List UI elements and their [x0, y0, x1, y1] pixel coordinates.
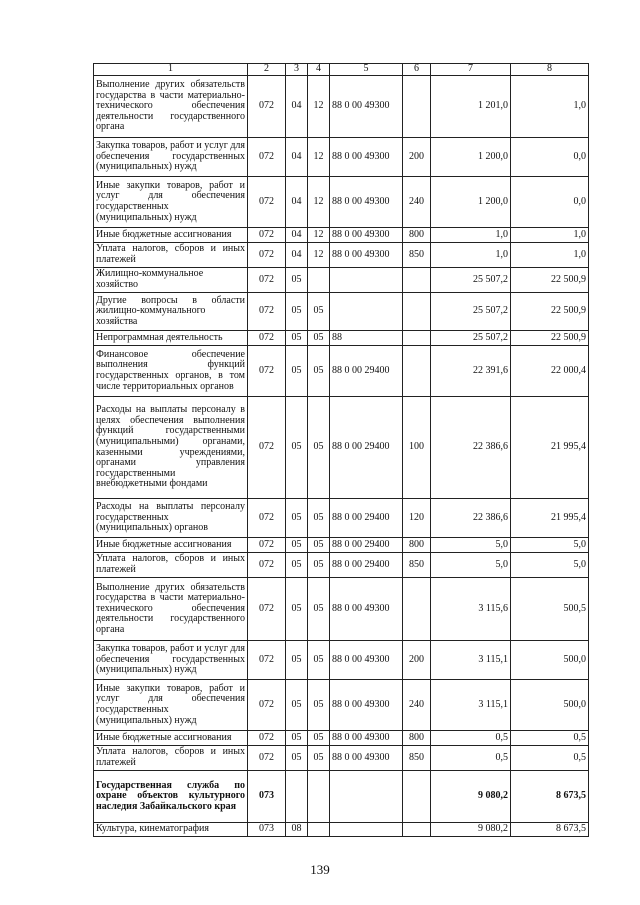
expense-type-code	[403, 578, 431, 641]
amount-plan: 0,5	[431, 746, 511, 771]
subsection-code: 05	[308, 397, 330, 499]
ministry-code: 072	[248, 243, 286, 268]
target-article-code: 88 0 00 29400	[330, 397, 403, 499]
amount-actual: 0,0	[511, 138, 589, 177]
expense-type-code: 850	[403, 746, 431, 771]
column-header: 1	[94, 64, 248, 76]
subsection-code: 05	[308, 499, 330, 538]
column-header: 2	[248, 64, 286, 76]
subsection-code: 05	[308, 731, 330, 746]
section-code: 05	[286, 731, 308, 746]
ministry-code: 072	[248, 731, 286, 746]
subsection-code: 12	[308, 76, 330, 138]
target-article-code: 88 0 00 49300	[330, 746, 403, 771]
section-code: 05	[286, 641, 308, 680]
row-name: Закупка товаров, работ и услуг для обеспечения государственных (муниципальных) нужд	[94, 138, 248, 177]
amount-plan: 1,0	[431, 243, 511, 268]
ministry-code: 072	[248, 397, 286, 499]
row-name: Иные закупки товаров, работ и услуг для обеспечения государственных (муниципальных) нужд	[94, 680, 248, 731]
amount-actual: 22 500,9	[511, 293, 589, 331]
row-name: Выполнение других обязательств государства в части материально-технического обеспечения деятельности государственного органа	[94, 76, 248, 138]
table-header-row	[94, 64, 589, 76]
amount-plan: 22 386,6	[431, 499, 511, 538]
amount-plan: 9 080,2	[431, 823, 511, 837]
ministry-code: 072	[248, 138, 286, 177]
subsection-code: 05	[308, 578, 330, 641]
amount-actual: 500,0	[511, 680, 589, 731]
expense-type-code	[403, 76, 431, 138]
ministry-code: 072	[248, 346, 286, 397]
amount-plan: 1 200,0	[431, 138, 511, 177]
amount-actual: 22 500,9	[511, 331, 589, 346]
table-row	[94, 731, 589, 746]
expense-type-code	[403, 293, 431, 331]
amount-plan: 5,0	[431, 553, 511, 578]
amount-plan: 22 391,6	[431, 346, 511, 397]
row-name: Иные бюджетные ассигнования	[94, 538, 248, 553]
amount-actual: 500,5	[511, 578, 589, 641]
expense-type-code: 240	[403, 680, 431, 731]
section-code: 05	[286, 397, 308, 499]
target-article-code: 88 0 00 49300	[330, 680, 403, 731]
subsection-code: 05	[308, 680, 330, 731]
table-row	[94, 228, 589, 243]
target-article-code: 88 0 00 49300	[330, 228, 403, 243]
section-code: 08	[286, 823, 308, 837]
amount-actual: 5,0	[511, 553, 589, 578]
column-header: 7	[431, 64, 511, 76]
ministry-code: 072	[248, 499, 286, 538]
row-name: Другие вопросы в области жилищно-коммунального хозяйства	[94, 293, 248, 331]
section-code: 05	[286, 553, 308, 578]
expense-type-code: 850	[403, 243, 431, 268]
table-row	[94, 823, 589, 837]
amount-plan: 9 080,2	[431, 771, 511, 823]
amount-actual: 5,0	[511, 538, 589, 553]
section-code: 04	[286, 138, 308, 177]
target-article-code: 88 0 00 49300	[330, 641, 403, 680]
row-name: Выполнение других обязательств государства в части материально-технического обеспечения деятельности государственного органа	[94, 578, 248, 641]
table-row	[94, 680, 589, 731]
row-name: Государственная служба по охране объектов культурного наследия Забайкальского края	[94, 771, 248, 823]
amount-actual: 21 995,4	[511, 499, 589, 538]
table-row	[94, 76, 589, 138]
row-name: Расходы на выплаты персоналу в целях обеспечения выполнения функций государственными (муниципальными) органами, казенными учреждениями, органами управления государственными внебюджетными фондами	[94, 397, 248, 499]
subsection-code: 05	[308, 641, 330, 680]
ministry-code: 073	[248, 823, 286, 837]
section-code: 04	[286, 228, 308, 243]
subsection-code: 05	[308, 746, 330, 771]
target-article-code: 88 0 00 49300	[330, 243, 403, 268]
section-code: 04	[286, 243, 308, 268]
table-row	[94, 177, 589, 228]
target-article-code: 88 0 00 29400	[330, 346, 403, 397]
amount-plan: 3 115,1	[431, 641, 511, 680]
target-article-code: 88	[330, 331, 403, 346]
expense-type-code: 240	[403, 177, 431, 228]
subsection-code	[308, 771, 330, 823]
table-row	[94, 771, 589, 823]
ministry-code: 072	[248, 228, 286, 243]
target-article-code	[330, 268, 403, 293]
column-header: 8	[511, 64, 589, 76]
expense-type-code: 120	[403, 499, 431, 538]
amount-actual: 8 673,5	[511, 771, 589, 823]
table-row	[94, 499, 589, 538]
amount-actual: 0,5	[511, 731, 589, 746]
amount-actual: 0,5	[511, 746, 589, 771]
amount-plan: 5,0	[431, 538, 511, 553]
amount-plan: 1,0	[431, 228, 511, 243]
section-code: 05	[286, 746, 308, 771]
table-row	[94, 553, 589, 578]
ministry-code: 072	[248, 578, 286, 641]
amount-actual: 0,0	[511, 177, 589, 228]
page-number: 139	[310, 862, 330, 877]
target-article-code	[330, 771, 403, 823]
target-article-code	[330, 293, 403, 331]
section-code: 05	[286, 680, 308, 731]
subsection-code: 05	[308, 331, 330, 346]
subsection-code: 05	[308, 346, 330, 397]
target-article-code: 88 0 00 49300	[330, 76, 403, 138]
target-article-code: 88 0 00 49300	[330, 731, 403, 746]
target-article-code	[330, 823, 403, 837]
expense-type-code: 200	[403, 641, 431, 680]
section-code: 04	[286, 76, 308, 138]
ministry-code: 072	[248, 76, 286, 138]
row-name: Культура, кинематография	[94, 823, 248, 837]
row-name: Закупка товаров, работ и услуг для обеспечения государственных (муниципальных) нужд	[94, 641, 248, 680]
expense-type-code	[403, 268, 431, 293]
subsection-code: 12	[308, 138, 330, 177]
subsection-code: 05	[308, 293, 330, 331]
subsection-code: 12	[308, 228, 330, 243]
row-name: Жилищно-коммунальное хозяйство	[94, 268, 248, 293]
expense-type-code: 800	[403, 538, 431, 553]
amount-actual: 1,0	[511, 228, 589, 243]
amount-actual: 22 000,4	[511, 346, 589, 397]
section-code: 05	[286, 293, 308, 331]
amount-actual: 21 995,4	[511, 397, 589, 499]
amount-plan: 25 507,2	[431, 293, 511, 331]
row-name: Уплата налогов, сборов и иных платежей	[94, 553, 248, 578]
section-code	[286, 771, 308, 823]
expense-type-code: 200	[403, 138, 431, 177]
subsection-code: 12	[308, 243, 330, 268]
section-code: 05	[286, 578, 308, 641]
section-code: 05	[286, 538, 308, 553]
amount-plan: 22 386,6	[431, 397, 511, 499]
amount-plan: 25 507,2	[431, 268, 511, 293]
budget-table	[93, 63, 589, 837]
table-row	[94, 578, 589, 641]
column-header: 5	[330, 64, 403, 76]
section-code: 05	[286, 268, 308, 293]
target-article-code: 88 0 00 49300	[330, 138, 403, 177]
target-article-code: 88 0 00 29400	[330, 499, 403, 538]
ministry-code: 072	[248, 331, 286, 346]
row-name: Иные бюджетные ассигнования	[94, 228, 248, 243]
subsection-code	[308, 268, 330, 293]
amount-plan: 3 115,6	[431, 578, 511, 641]
ministry-code: 072	[248, 538, 286, 553]
ministry-code: 072	[248, 553, 286, 578]
amount-plan: 1 201,0	[431, 76, 511, 138]
row-name: Уплата налогов, сборов и иных платежей	[94, 243, 248, 268]
expense-type-code	[403, 346, 431, 397]
table-row	[94, 243, 589, 268]
row-name: Непрограммная деятельность	[94, 331, 248, 346]
row-name: Иные закупки товаров, работ и услуг для обеспечения государственных (муниципальных) нужд	[94, 177, 248, 228]
subsection-code: 05	[308, 553, 330, 578]
amount-plan: 1 200,0	[431, 177, 511, 228]
column-header: 6	[403, 64, 431, 76]
expense-type-code	[403, 331, 431, 346]
expense-type-code	[403, 771, 431, 823]
subsection-code	[308, 823, 330, 837]
amount-actual: 8 673,5	[511, 823, 589, 837]
section-code: 05	[286, 346, 308, 397]
ministry-code: 072	[248, 177, 286, 228]
column-header: 4	[308, 64, 330, 76]
section-code: 05	[286, 499, 308, 538]
row-name: Расходы на выплаты персоналу государственных (муниципальных) органов	[94, 499, 248, 538]
target-article-code: 88 0 00 49300	[330, 177, 403, 228]
ministry-code: 072	[248, 641, 286, 680]
column-header: 3	[286, 64, 308, 76]
expense-type-code: 800	[403, 228, 431, 243]
row-name: Финансовое обеспечение выполнения функций государственных органов, в том числе территориальных органов	[94, 346, 248, 397]
section-code: 04	[286, 177, 308, 228]
table-row	[94, 293, 589, 331]
target-article-code: 88 0 00 49300	[330, 578, 403, 641]
amount-actual: 1,0	[511, 243, 589, 268]
table-row	[94, 397, 589, 499]
expense-type-code: 100	[403, 397, 431, 499]
table-row	[94, 138, 589, 177]
table-row	[94, 746, 589, 771]
subsection-code: 05	[308, 538, 330, 553]
amount-actual: 22 500,9	[511, 268, 589, 293]
ministry-code: 073	[248, 771, 286, 823]
table-row	[94, 641, 589, 680]
table-row	[94, 331, 589, 346]
ministry-code: 072	[248, 293, 286, 331]
expense-type-code: 850	[403, 553, 431, 578]
ministry-code: 072	[248, 680, 286, 731]
expense-type-code	[403, 823, 431, 837]
ministry-code: 072	[248, 746, 286, 771]
row-name: Уплата налогов, сборов и иных платежей	[94, 746, 248, 771]
table-row	[94, 268, 589, 293]
table-row	[94, 538, 589, 553]
amount-plan: 0,5	[431, 731, 511, 746]
row-name: Иные бюджетные ассигнования	[94, 731, 248, 746]
amount-actual: 500,0	[511, 641, 589, 680]
ministry-code: 072	[248, 268, 286, 293]
target-article-code: 88 0 00 29400	[330, 538, 403, 553]
table-row	[94, 346, 589, 397]
amount-plan: 3 115,1	[431, 680, 511, 731]
target-article-code: 88 0 00 29400	[330, 553, 403, 578]
subsection-code: 12	[308, 177, 330, 228]
amount-plan: 25 507,2	[431, 331, 511, 346]
section-code: 05	[286, 331, 308, 346]
expense-type-code: 800	[403, 731, 431, 746]
amount-actual: 1,0	[511, 76, 589, 138]
